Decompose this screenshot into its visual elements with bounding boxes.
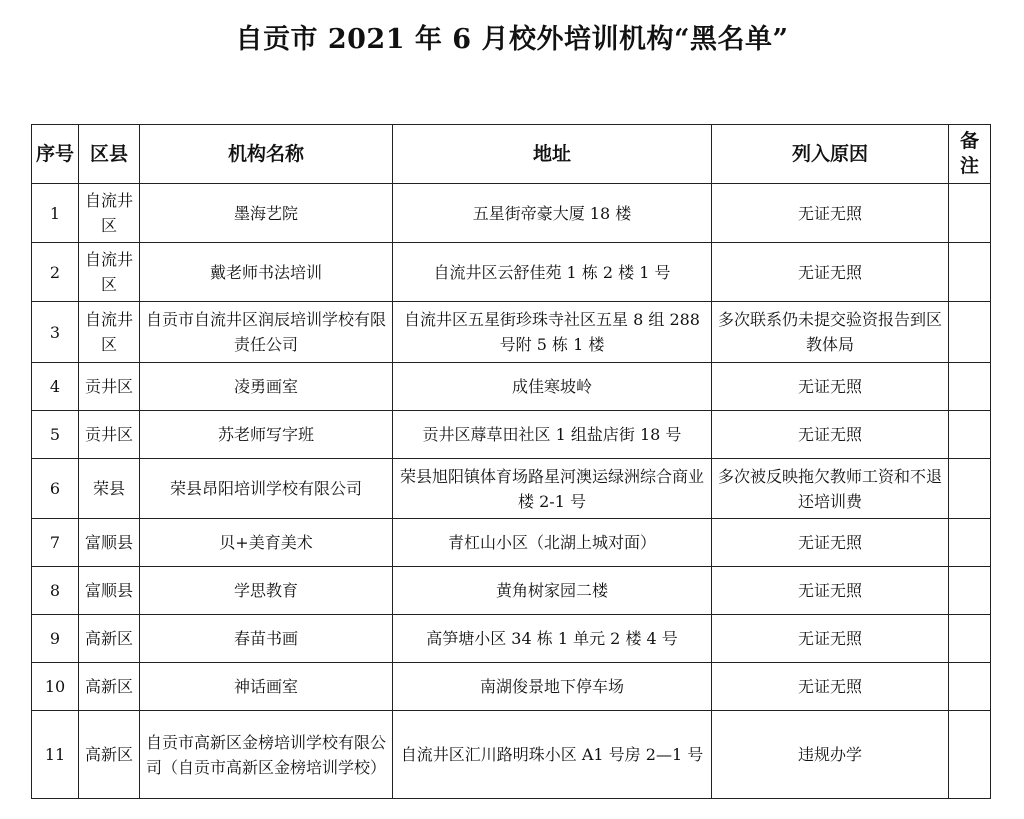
cell-address: 荣县旭阳镇体育场路星河澳运绿洲综合商业楼 2-1 号 bbox=[393, 459, 712, 519]
cell-district: 高新区 bbox=[79, 711, 140, 799]
cell-index: 11 bbox=[32, 711, 79, 799]
cell-note bbox=[949, 711, 991, 799]
cell-index: 10 bbox=[32, 663, 79, 711]
cell-reason: 多次被反映拖欠教师工资和不退还培训费 bbox=[712, 459, 949, 519]
cell-name: 苏老师写字班 bbox=[140, 411, 393, 459]
cell-address: 青杠山小区（北湖上城对面） bbox=[393, 519, 712, 567]
header-district: 区县 bbox=[79, 125, 140, 184]
cell-name: 神话画室 bbox=[140, 663, 393, 711]
cell-note bbox=[949, 615, 991, 663]
cell-reason: 无证无照 bbox=[712, 663, 949, 711]
cell-address: 五星街帝豪大厦 18 楼 bbox=[393, 184, 712, 243]
cell-index: 4 bbox=[32, 363, 79, 411]
header-note-line2: 注 bbox=[959, 155, 979, 177]
cell-note bbox=[949, 243, 991, 302]
cell-address: 高笋塘小区 34 栋 1 单元 2 楼 4 号 bbox=[393, 615, 712, 663]
cell-index: 5 bbox=[32, 411, 79, 459]
cell-district: 贡井区 bbox=[79, 363, 140, 411]
cell-address: 自流井区云舒佳苑 1 栋 2 楼 1 号 bbox=[393, 243, 712, 302]
cell-note bbox=[949, 519, 991, 567]
cell-district: 荣县 bbox=[79, 459, 140, 519]
cell-address: 自流井区汇川路明珠小区 A1 号房 2—1 号 bbox=[393, 711, 712, 799]
cell-note bbox=[949, 459, 991, 519]
cell-address: 黄角树家园二楼 bbox=[393, 567, 712, 615]
cell-index: 7 bbox=[32, 519, 79, 567]
cell-reason: 无证无照 bbox=[712, 184, 949, 243]
cell-note bbox=[949, 567, 991, 615]
cell-reason: 无证无照 bbox=[712, 243, 949, 302]
cell-note bbox=[949, 302, 991, 363]
cell-reason: 无证无照 bbox=[712, 567, 949, 615]
cell-index: 9 bbox=[32, 615, 79, 663]
cell-index: 3 bbox=[32, 302, 79, 363]
table-row bbox=[32, 567, 991, 615]
cell-index: 6 bbox=[32, 459, 79, 519]
header-address: 地址 bbox=[393, 125, 712, 184]
cell-reason: 多次联系仍未提交验资报告到区教体局 bbox=[712, 302, 949, 363]
cell-note bbox=[949, 411, 991, 459]
cell-note bbox=[949, 184, 991, 243]
cell-reason: 违规办学 bbox=[712, 711, 949, 799]
cell-address: 自流井区五星街珍珠寺社区五星 8 组 288 号附 5 栋 1 楼 bbox=[393, 302, 712, 363]
cell-name: 学思教育 bbox=[140, 567, 393, 615]
table-row bbox=[32, 302, 991, 363]
cell-name: 墨海艺院 bbox=[140, 184, 393, 243]
cell-index: 1 bbox=[32, 184, 79, 243]
cell-note bbox=[949, 363, 991, 411]
cell-reason: 无证无照 bbox=[712, 519, 949, 567]
cell-address: 南湖俊景地下停车场 bbox=[393, 663, 712, 711]
cell-index: 8 bbox=[32, 567, 79, 615]
cell-name: 凌勇画室 bbox=[140, 363, 393, 411]
cell-reason: 无证无照 bbox=[712, 615, 949, 663]
cell-name: 贝+美育美术 bbox=[140, 519, 393, 567]
cell-index: 2 bbox=[32, 243, 79, 302]
header-note-line1: 备 bbox=[959, 130, 979, 152]
cell-address: 贡井区蓐草田社区 1 组盐店街 18 号 bbox=[393, 411, 712, 459]
table-row bbox=[32, 459, 991, 519]
cell-district: 自流井区 bbox=[79, 184, 140, 243]
cell-name: 自贡市自流井区润辰培训学校有限责任公司 bbox=[140, 302, 393, 363]
cell-district: 高新区 bbox=[79, 615, 140, 663]
cell-name: 荣县昂阳培训学校有限公司 bbox=[140, 459, 393, 519]
table-row bbox=[32, 243, 991, 302]
cell-district: 自流井区 bbox=[79, 302, 140, 363]
cell-name: 春苗书画 bbox=[140, 615, 393, 663]
table-row bbox=[32, 184, 991, 243]
header-index: 序号 bbox=[32, 125, 79, 184]
header-reason: 列入原因 bbox=[712, 125, 949, 184]
table-row bbox=[32, 663, 991, 711]
cell-name: 戴老师书法培训 bbox=[140, 243, 393, 302]
cell-address: 成佳寒坡岭 bbox=[393, 363, 712, 411]
cell-name: 自贡市高新区金榜培训学校有限公司（自贡市高新区金榜培训学校） bbox=[140, 711, 393, 799]
table-header-row bbox=[32, 125, 991, 184]
cell-district: 贡井区 bbox=[79, 411, 140, 459]
table-row bbox=[32, 711, 991, 799]
table-row bbox=[32, 615, 991, 663]
table-row bbox=[32, 363, 991, 411]
cell-reason: 无证无照 bbox=[712, 411, 949, 459]
cell-district: 自流井区 bbox=[79, 243, 140, 302]
header-note bbox=[949, 125, 991, 184]
header-name: 机构名称 bbox=[140, 125, 393, 184]
blacklist-table bbox=[31, 124, 991, 799]
cell-district: 富顺县 bbox=[79, 519, 140, 567]
cell-reason: 无证无照 bbox=[712, 363, 949, 411]
cell-district: 高新区 bbox=[79, 663, 140, 711]
table-row bbox=[32, 519, 991, 567]
table-row bbox=[32, 411, 991, 459]
document-title: 自贡市 2021 年 6 月校外培训机构“黑名单” bbox=[235, 24, 789, 55]
cell-district: 富顺县 bbox=[79, 567, 140, 615]
cell-note bbox=[949, 663, 991, 711]
